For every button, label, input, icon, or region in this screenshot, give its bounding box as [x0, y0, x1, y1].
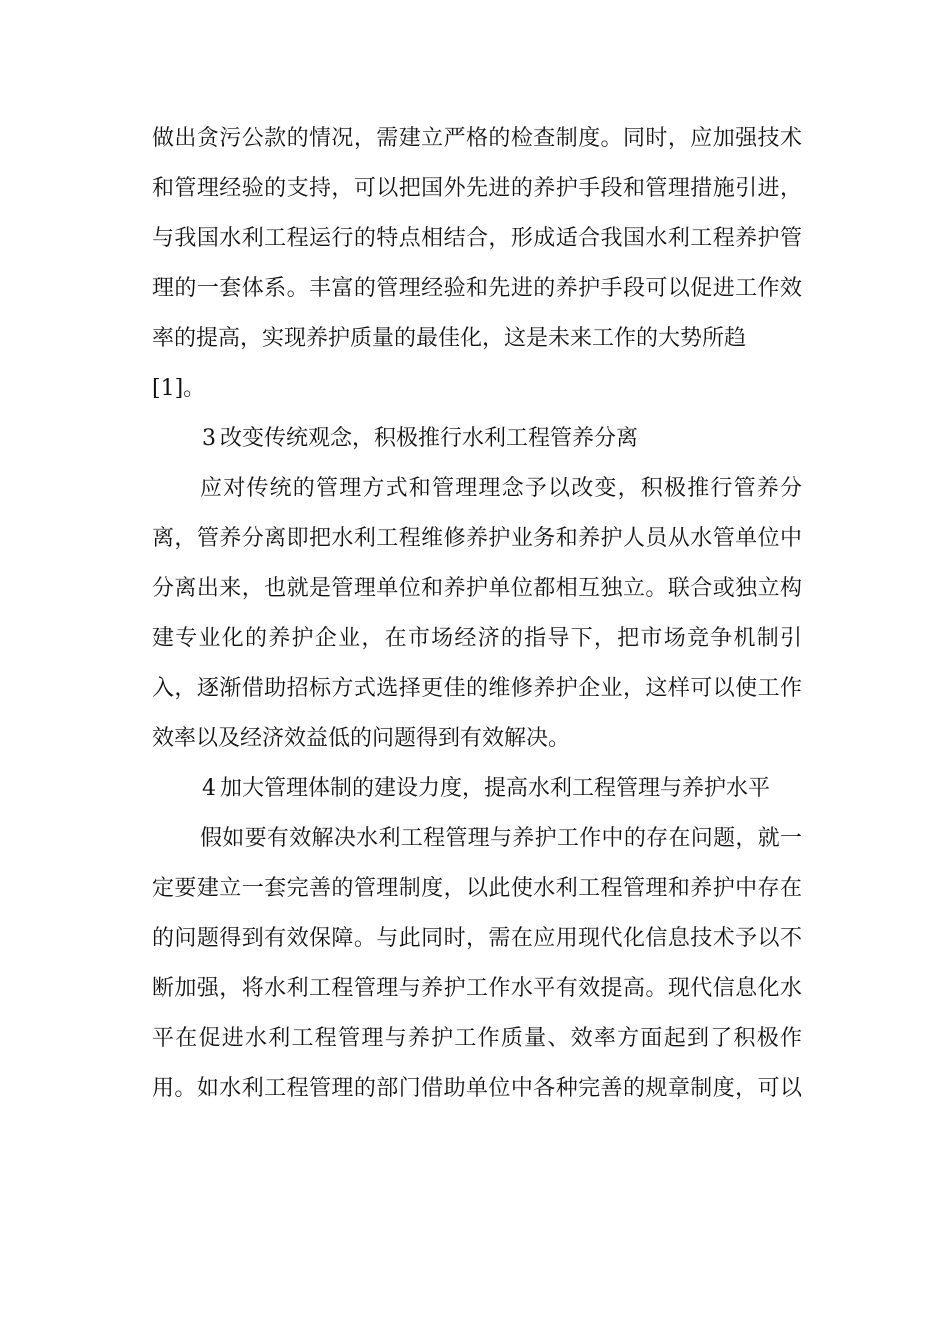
section-title: 改变传统观念，积极推行水利工程管养分离 — [220, 426, 639, 451]
document-body — [152, 114, 802, 1114]
paragraph-line: 应对传统的管理方式和管理理念予以改变，积极推行管养分 — [200, 476, 802, 501]
section-title: 加大管理体制的建设力度，提高水利工程管理与养护水平 — [220, 776, 771, 801]
paragraph-line: 用。如水利工程管理的部门借助单位中各种完善的规章制度，可以 — [152, 1076, 802, 1101]
section-number: 3 — [202, 426, 216, 451]
paragraph-1 — [152, 114, 802, 414]
paragraph-line: 建专业化的养护企业，在市场经济的指导下，把市场竞争机制引 — [152, 626, 802, 651]
paragraph-line: 分离出来，也就是管理单位和养护单位都相互独立。联合或独立构 — [152, 576, 802, 601]
paragraph-line: 定要建立一套完善的管理制度，以此使水利工程管理和养护中存在 — [152, 876, 802, 901]
paragraph-line: 离，管养分离即把水利工程维修养护业务和养护人员从水管单位中 — [152, 526, 802, 551]
section-heading-3 — [152, 414, 802, 464]
paragraph-line: [1]。 — [152, 376, 206, 401]
paragraph-line: 做出贪污公款的情况，需建立严格的检查制度。同时，应加强技术 — [152, 126, 802, 151]
paragraph-2 — [152, 464, 802, 764]
paragraph-line: 与我国水利工程运行的特点相结合，形成适合我国水利工程养护管 — [152, 226, 802, 251]
paragraph-line: 理的一套体系。丰富的管理经验和先进的养护手段可以促进工作效 — [152, 276, 802, 301]
paragraph-3 — [152, 814, 802, 1114]
section-number: 4 — [202, 776, 216, 801]
paragraph-line: 入，逐渐借助招标方式选择更佳的维修养护企业，这样可以使工作 — [152, 676, 802, 701]
paragraph-line: 的问题得到有效保障。与此同时，需在应用现代化信息技术予以不 — [152, 926, 802, 951]
paragraph-line: 假如要有效解决水利工程管理与养护工作中的存在问题，就一 — [200, 826, 802, 851]
paragraph-line: 和管理经验的支持，可以把国外先进的养护手段和管理措施引进， — [152, 176, 802, 201]
paragraph-line: 效率以及经济效益低的问题得到有效解决。 — [152, 726, 571, 751]
section-heading-4 — [152, 764, 802, 814]
paragraph-line: 断加强，将水利工程管理与养护工作水平有效提高。现代信息化水 — [152, 976, 802, 1001]
paragraph-line: 率的提高，实现养护质量的最佳化，这是未来工作的大势所趋 — [152, 326, 747, 351]
paragraph-line: 平在促进水利工程管理与养护工作质量、效率方面起到了积极作 — [152, 1026, 802, 1051]
